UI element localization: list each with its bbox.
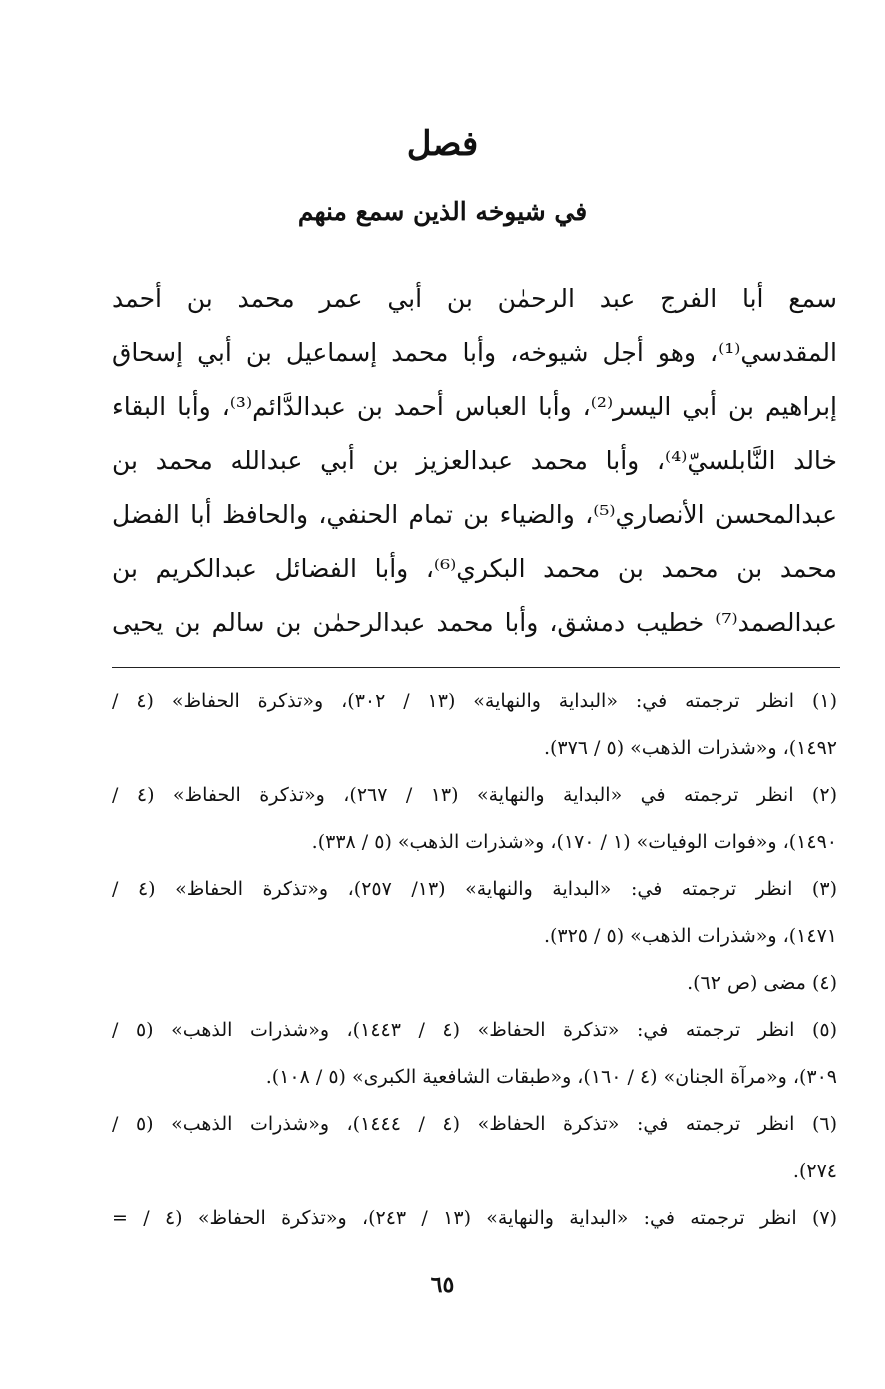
footnote-line: ٣٠٩)، و«مرآة الجنان» (٤ / ١٦٠)، و«طبقات الشافعية الكبرى» (٥ / ١٠٨). [265,1066,837,1088]
text-line: سمع أبا الفرج عبد الرحمٰن بن أبي عمر محمد بن أحمد [112,284,837,313]
footnote-line: ١٤٧١)، و«شذرات الذهب» (٥ / ٣٢٥). [543,925,837,947]
text-line: عبدالمحسن الأنصاري⁽⁵⁾، والضياء بن تمام الحنفي، والحافظ أبا الفضل [112,500,837,529]
footnote-line: (١) انظر ترجمته في: «البداية والنهاية» (١٣ / ٣٠٢)، و«تذكرة الحفاظ» (٤ / [112,690,837,712]
main-text [112,272,837,650]
page-number: ٦٥ [430,1272,455,1298]
footnote-line: ٢٧٤). [792,1160,837,1182]
chapter-subtitle: في شيوخه الذين سمع منهم [297,197,588,226]
footnote-line: (٢) انظر ترجمته في «البداية والنهاية» (١٣ / ٢٦٧)، و«تذكرة الحفاظ» (٤ / [112,784,837,806]
text-line: عبدالصمد⁽⁷⁾ خطيب دمشق، وأبا محمد عبدالرحمٰن بن سالم بن يحيى [112,608,837,637]
footnote-line: (٦) انظر ترجمته في: «تذكرة الحفاظ» (٤ / ١٤٤٤)، و«شذرات الذهب» (٥ / [112,1113,837,1135]
chapter-title: فصل [406,124,479,164]
footnote-line: ١٤٩٢)، و«شذرات الذهب» (٥ / ٣٧٦). [543,737,837,759]
text-line: المقدسي⁽¹⁾، وهو أجل شيوخه، وأبا محمد إسماعيل بن أبي إسحاق [112,338,837,367]
footnote-divider [112,667,840,668]
footnote-line: (٣) انظر ترجمته في: «البداية والنهاية» (١٣/ ٢٥٧)، و«تذكرة الحفاظ» (٤ / [112,878,837,900]
footnote-line: (٧) انظر ترجمته في: «البداية والنهاية» (١٣ / ٢٤٣)، و«تذكرة الحفاظ» (٤ / = [112,1207,837,1229]
footnote-line: (٥) انظر ترجمته في: «تذكرة الحفاظ» (٤ / ١٤٤٣)، و«شذرات الذهب» (٥ / [112,1019,837,1041]
text-line: محمد بن محمد بن محمد البكري⁽⁶⁾، وأبا الفضائل عبدالكريم بن [112,554,837,583]
text-line: إبراهيم بن أبي اليسر⁽²⁾، وأبا العباس أحمد بن عبدالدَّائم⁽³⁾، وأبا البقاء [112,392,837,421]
footnote-line: (٤) مضى (ص ٦٢). [687,972,837,994]
text-line: خالد النَّابلسيّ⁽⁴⁾، وأبا محمد عبدالعزيز بن أبي عبدالله محمد بن [112,446,838,475]
footnotes [112,678,837,1242]
footnote-line: ١٤٩٠)، و«فوات الوفيات» (١ / ١٧٠)، و«شذرات الذهب» (٥ / ٣٣٨). [311,831,837,853]
